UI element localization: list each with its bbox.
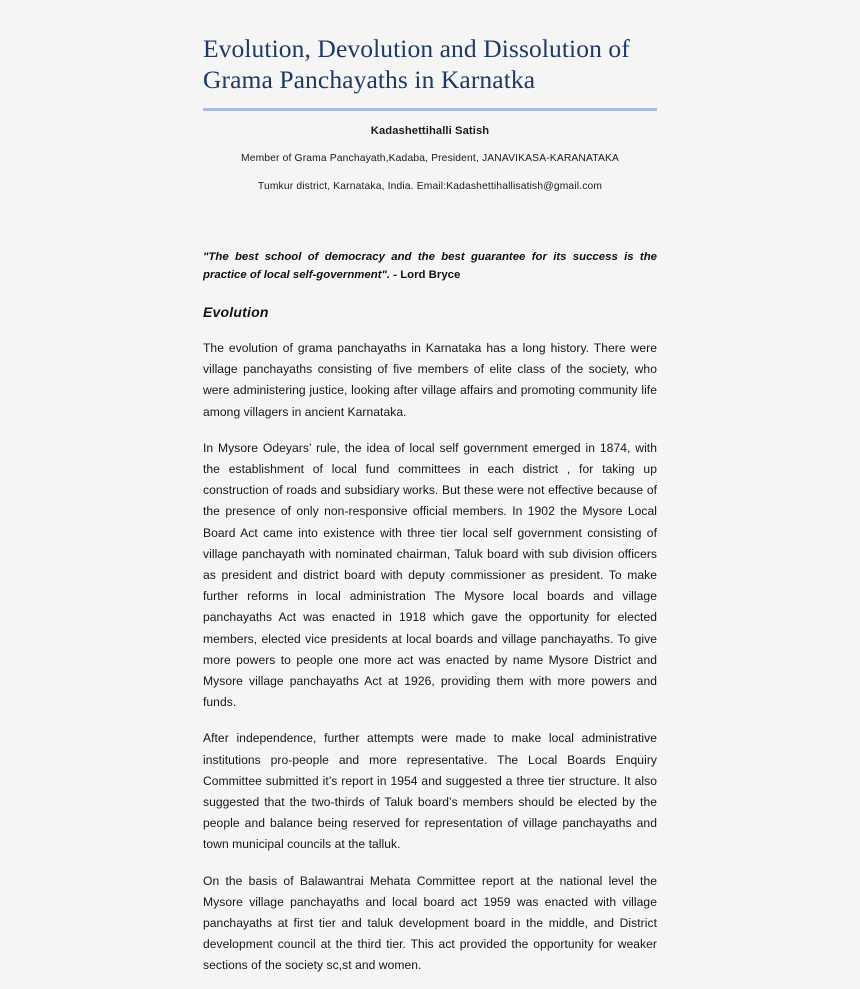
- author-affiliation: Member of Grama Panchayath,Kadaba, President, JANAVIKASA-KARANATAKA: [240, 153, 620, 164]
- author-block: [203, 123, 657, 195]
- epigraph-quote-text: "The best school of democracy and the best guarantee for its success is the practice of local self-government".: [203, 251, 657, 281]
- author-contact: Tumkur district, Karnataka, India. Email:Kadashettihallisatish@gmail.com: [257, 181, 603, 192]
- paragraph: On the basis of Balawantrai Mehata Committee report at the national level the Mysore village panchayaths and local board act 1959 was enacted with village panchayaths at first tier and taluk development board in the middle, and District development council at the third tier. This act provided the opportunity for weaker sections of the society sc,st and women.: [203, 873, 657, 973]
- paragraph: The evolution of grama panchayaths in Karnataka has a long history. There were village panchayaths consisting of five members of elite class of the society, who were administering justice, looking after village affairs and promoting community life among villagers in ancient Karnataka.: [203, 341, 657, 419]
- epigraph-quote: [203, 248, 657, 284]
- section-heading-evolution: Evolution: [203, 304, 269, 320]
- paragraph: After independence, further attempts were made to make local administrative institutions pro-people and more representative. The Local Boards Enquiry Committee submitted it’s report in 1954 and suggested a three tier structure. It also suggested that the two-thirds of Taluk board’s members should be elected by the people and balance being reserved for representation of village panchayaths and town municipal councils at the talluk.: [203, 731, 657, 852]
- epigraph-attribution: - Lord Bryce: [390, 269, 461, 281]
- paragraph: In Mysore Odeyars’ rule, the idea of local self government emerged in 1874, with the establishment of local fund committees in each district , for taking up construction of roads and subsidiary works. But these were not effective because of the presence of only non-responsive official members. In 1902 the Mysore Local Board Act came into existence with three tier local self government consisting of village panchayath with nominated chairman, Taluk board with sub division officers as president and district board with deputy commissioner as president. To make further reforms in local administration The Mysore local boards and village panchayaths Act was enacted in 1918 which gave the opportunity for elected members, elected vice presidents at local boards and village panchayaths. To give more powers to people one more act was enacted by name Mysore District and Mysore village panchayaths Act at 1926, providing them with more powers and funds.: [203, 440, 657, 710]
- author-name: Kadashettihalli Satish: [370, 125, 490, 137]
- page-title: Evolution, Devolution and Dissolution of Grama Panchayaths in Karnatka: [203, 34, 630, 94]
- title-divider: [203, 108, 657, 111]
- document-content-column: [203, 0, 657, 989]
